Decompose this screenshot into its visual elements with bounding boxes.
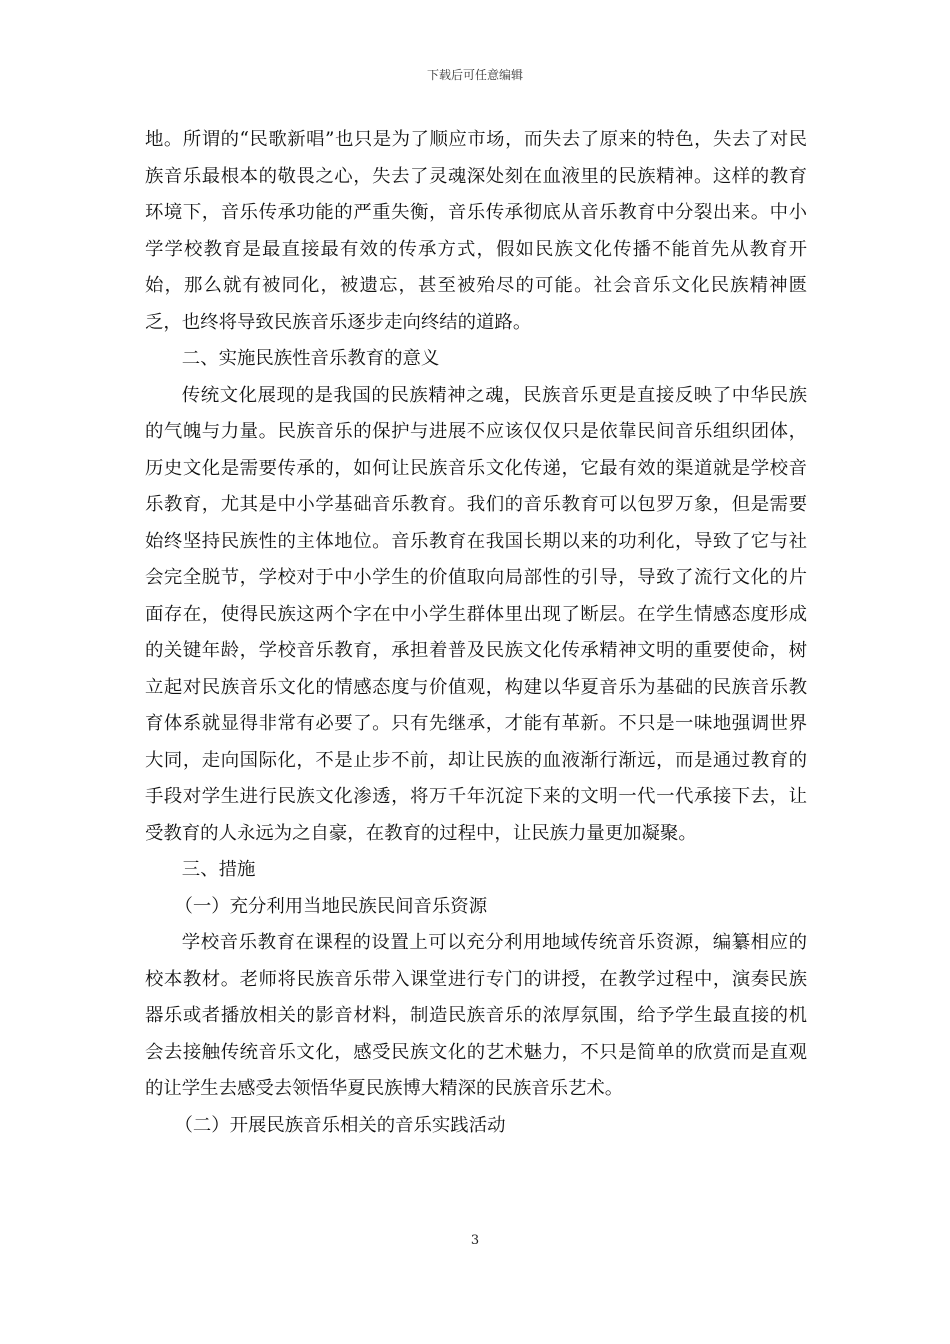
paragraph-significance: 传统文化展现的是我国的民族精神之魂，民族音乐更是直接反映了中华民族的气魄与力量。民族音乐的保护与进展不应该仅仅只是依靠民间音乐组织团体，历史文化是需要传承的，如何让民族音乐文化传递，它最有效的渠道就是学校音乐教育，尤其是中小学基础音乐教育。我们的音乐教育可以包罗万象，但是需要始终坚持民族性的主体地位。音乐教育在我国长期以来的功利化，导致了它与社会完全脱节，学校对于中小学生的价值取向局部性的引导，导致了流行文化的片面存在，使得民族这两个字在中小学生群体里出现了断层。在学生情感态度形成的关键年龄，学校音乐教育，承担着普及民族文化传承精神文明的重要使命，树立起对民族音乐文化的情感态度与价值观，构建以华夏音乐为基础的民族音乐教育体系就显得非常有必要了。只有先继承，才能有革新。不只是一味地强调世界大同，走向国际化，不是止步不前，却让民族的血液渐行渐远，而是通过教育的手段对学生进行民族文化渗透，将万千年沉淀下来的文明一代一代承接下去，让受教育的人永远为之自豪，在教育的过程中，让民族力量更加凝聚。 (145, 384, 807, 844)
subheading-local-resources: （一）充分利用当地民族民间音乐资源 (174, 895, 488, 917)
subheading-practice-activities: （二）开展民族音乐相关的音乐实践活动 (174, 1114, 506, 1136)
section-heading-measures: 三、措施 (181, 859, 256, 880)
page-header: 下载后可任意编辑 (426, 68, 523, 82)
page-number: 3 (470, 1233, 480, 1248)
document-body (145, 122, 807, 1144)
section-heading-significance: 二、实施民族性音乐教育的意义 (181, 348, 440, 369)
paragraph-continuation: 地。所谓的“民歌新唱”也只是为了顺应市场，而失去了原来的特色，失去了对民族音乐最根本的敬畏之心，失去了灵魂深处刻在血液里的民族精神。这样的教育环境下，音乐传承功能的严重失衡，音乐传承彻底从音乐教育中分裂出来。中小学学校教育是最直接最有效的传承方式，假如民族文化传播不能首先从教育开始，那么就有被同化，被遗忘，甚至被殆尽的可能。社会音乐文化民族精神匮乏，也终将导致民族音乐逐步走向终结的道路。 (145, 129, 807, 333)
paragraph-local-resources: 学校音乐教育在课程的设置上可以充分利用地域传统音乐资源，编纂相应的校本教材。老师将民族音乐带入课堂进行专门的讲授，在教学过程中，演奏民族器乐或者播放相关的影音材料，制造民族音乐的浓厚氛围，给予学生最直接的机会去接触传统音乐文化，感受民族文化的艺术魅力，不只是简单的欣赏而是直观的让学生去感受去领悟华夏民族博大精深的民族音乐艺术。 (145, 932, 807, 1099)
